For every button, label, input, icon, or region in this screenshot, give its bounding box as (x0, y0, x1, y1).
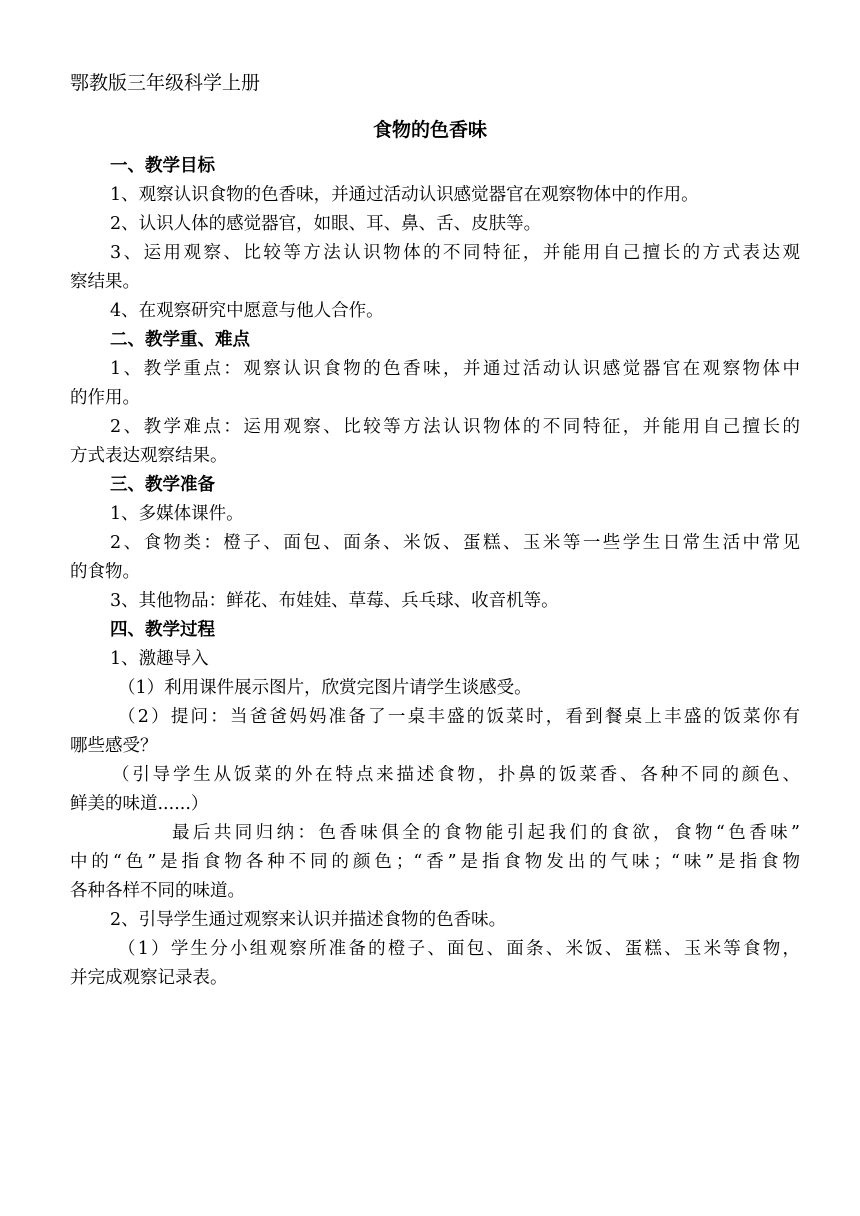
paragraph-line: 1、多媒体课件。 (110, 504, 244, 524)
paragraph-line: 方式表达观察结果。 (70, 446, 228, 466)
paragraph-line: 2、认识人体的感觉器官，如眼、耳、鼻、舌、皮肤等。 (110, 214, 542, 234)
document-subtitle: 鄂教版三年级科学上册 (70, 72, 261, 94)
paragraph-line: 1、激趣导入 (110, 649, 209, 669)
paragraph-line: 1、教学重点：观察认识食物的色香味，并通过活动认识感觉器官在观察物体中 (110, 359, 800, 379)
section-heading-key-points: 二、教学重、难点 (110, 330, 250, 350)
paragraph-line: 3、其他物品：鲜花、布娃娃、草莓、兵乓球、收音机等。 (110, 591, 559, 611)
paragraph-line: 并完成观察记录表。 (70, 968, 228, 988)
paragraph-line: 察结果。 (70, 272, 140, 292)
document-title: 食物的色香味 (372, 119, 487, 141)
paragraph-line: 4、在观察研究中愿意与他人合作。 (110, 301, 384, 321)
paragraph-line: 2、教学难点：运用观察、比较等方法认识物体的不同特征，并能用自己擅长的 (110, 417, 800, 437)
paragraph-line: （2）提问：当爸爸妈妈准备了一桌丰盛的饭菜时，看到餐桌上丰盛的饭菜你有 (118, 707, 800, 727)
paragraph-line: 的食物。 (70, 562, 140, 582)
paragraph-line: （1）学生分小组观察所准备的橙子、面包、面条、米饭、蛋糕、玉米等食物， (118, 939, 800, 959)
paragraph-line: （1）利用课件展示图片，欣赏完图片请学生谈感受。 (118, 678, 532, 698)
section-heading-process: 四、教学过程 (110, 620, 215, 640)
paragraph-line: 3、运用观察、比较等方法认识物体的不同特征，并能用自己擅长的方式表达观 (110, 243, 800, 263)
paragraph-line: 1、观察认识食物的色香味，并通过活动认识感觉器官在观察物体中的作用。 (110, 185, 699, 205)
paragraph-line: 各种各样不同的味道。 (70, 881, 245, 901)
paragraph-line: 2、引导学生通过观察来认识并描述食物的色香味。 (110, 910, 507, 930)
section-heading-preparation: 三、教学准备 (110, 475, 215, 495)
paragraph-line: 的作用。 (70, 388, 140, 408)
paragraph-line: 最后共同归纳：色香味俱全的食物能引起我们的食欲，食物“色香味” (172, 823, 800, 843)
paragraph-line: 哪些感受？ (70, 736, 158, 756)
paragraph-line: 中的“色”是指食物各种不同的颜色；“香”是指食物发出的气味；“味”是指食物 (70, 852, 800, 872)
paragraph-line: （引导学生从饭菜的外在特点来描述食物，扑鼻的饭菜香、各种不同的颜色、 (112, 765, 800, 785)
paragraph-line: 2、食物类：橙子、面包、面条、米饭、蛋糕、玉米等一些学生日常生活中常见 (110, 533, 800, 553)
section-heading-objectives: 一、教学目标 (110, 156, 215, 176)
paragraph-line: 鲜美的味道......） (70, 794, 209, 814)
